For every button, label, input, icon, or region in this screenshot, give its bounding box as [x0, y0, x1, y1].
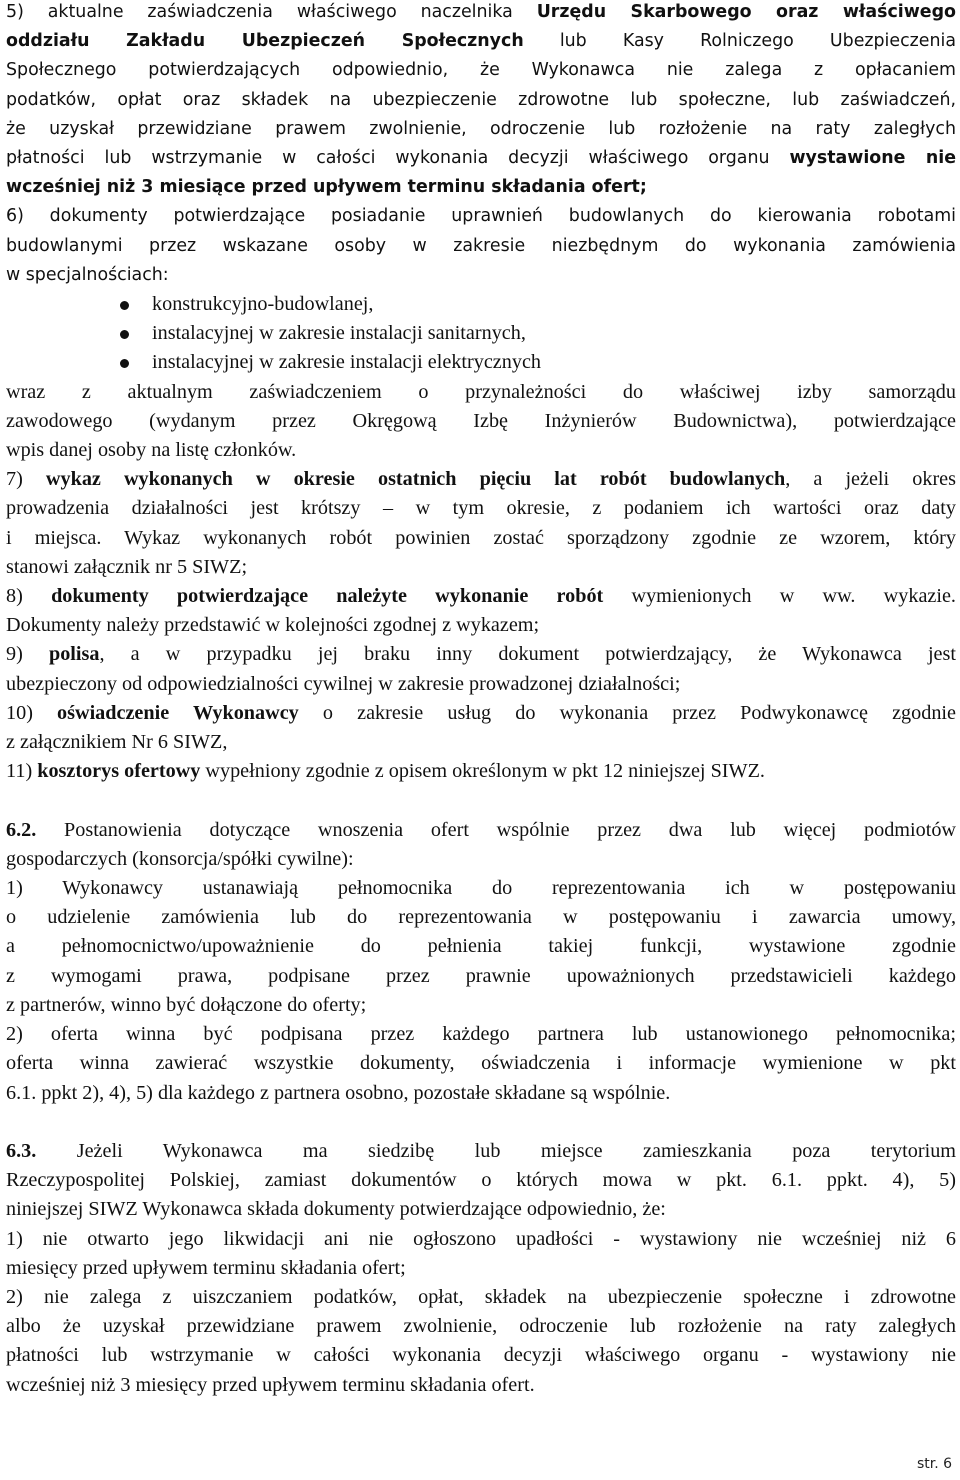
item-6-line-6: wpis danej osoby na listę członków. [6, 439, 297, 462]
item-11-paragraph [6, 757, 956, 786]
item-5-line-6: płatności lub wstrzymanie w całości wykonania decyzji właściwego organu wystawione nie [6, 148, 957, 169]
item-9-line-1: 9) polisa, a w przypadku jej braku inny dokument potwierdzający, że Wykonawca jest [6, 643, 956, 666]
document-body [6, 0, 956, 1400]
section-6-3-point-2 [6, 1283, 956, 1400]
section-number: 6.2. [6, 818, 37, 841]
item-8-line-2: Dokumenty należy przedstawić w kolejności zgodnej z wykazem; [6, 614, 540, 637]
item-6-continuation [6, 378, 956, 466]
item-6-line-4: wraz z aktualnym zaświadczeniem o przynależności do właściwej izby samorządu [6, 380, 956, 403]
item-6-paragraph [6, 202, 956, 290]
item-5-line-2: oddziału Zakładu Ubezpieczeń Społecznych lub Kasy Rolniczego Ubezpieczenia [6, 31, 956, 52]
text-line: z partnerów, winno być dołączone do oferty; [6, 993, 367, 1016]
specialty-item: instalacyjnej w zakresie instalacji elektrycznych [6, 348, 956, 377]
text-line: o udzielenie zamówienia lub do reprezentowania w postępowaniu i zawarcia umowy, [6, 906, 956, 929]
section-6-2-line-1: 6.2. Postanowienia dotyczące wnoszenia ofert wspólnie przez dwa lub więcej podmiotów [6, 818, 956, 841]
section-6-3-point-1 [6, 1225, 956, 1283]
text-line: z wymogami prawa, podpisane przez prawnie upoważnionych przedstawicieli każdego [6, 964, 956, 987]
text-line: oferta winna zawierać wszystkie dokumenty, oświadczenia i informacje wymienione w pkt [6, 1052, 956, 1075]
specialty-item: instalacyjnej w zakresie instalacji sanitarnych, [6, 319, 956, 348]
text-line: 6.1. ppkt 2), 4), 5) dla każdego z partnera osobno, pozostałe składane są wspólnie. [6, 1081, 671, 1104]
item-10-line-1: 10) oświadczenie Wykonawcy o zakresie usług do wykonania przez Podwykonawcę zgodnie [6, 701, 956, 724]
item-10-paragraph [6, 699, 956, 757]
section-6-3-heading [6, 1137, 956, 1225]
item-5-line-1: 5) aktualne zaświadczenia właściwego naczelnika Urzędu Skarbowego oraz właściwego [6, 2, 956, 22]
item-5-line-5: że uzyskał przewidziane prawem zwolnienie, odroczenie lub rozłożenie na raty zaległych [6, 118, 956, 139]
item-5-line-7: wcześniej niż 3 miesiące przed upływem terminu składania ofert; [6, 177, 647, 198]
text-line: 2) nie zalega z uiszczaniem podatków, opłat, składek na ubezpieczenie społeczne i zdrowotne [6, 1285, 956, 1308]
item-11-line-1: 11) kosztorys ofertowy wypełniony zgodnie z opisem określonym w pkt 12 niniejszej SIWZ. [6, 760, 765, 783]
section-6-3-line-3: niniejszej SIWZ Wykonawca składa dokumenty potwierdzające odpowiednio, że: [6, 1198, 666, 1221]
section-6-2-heading [6, 816, 956, 874]
item-9-line-2: ubezpieczony od odpowiedzialności cywilnej w zakresie prowadzonej działalności; [6, 672, 681, 695]
text-line: 1) nie otwarto jego likwidacji ani nie ogłoszono upadłości - wystawiony nie wcześniej niż 6 [6, 1227, 956, 1250]
text-line: albo że uzyskał przewidziane prawem zwolnienie, odroczenie lub rozłożenie na raty zaległych [6, 1315, 956, 1338]
section-6-3-line-2: Rzeczypospolitej Polskiej, zamiast dokumentów o których mowa w pkt. 6.1. ppkt. 4), 5) [6, 1169, 956, 1192]
section-number: 6.3. [6, 1139, 37, 1162]
item-7-line-4: stanowi załącznik nr 5 SIWZ; [6, 555, 248, 578]
specialty-item: konstrukcyjno-budowlanej, [6, 290, 956, 319]
section-6-2-point-2 [6, 1020, 956, 1108]
text-line: a pełnomocnictwo/upoważnienie do pełnienia takiej funkcji, wystawione zgodnie [6, 935, 956, 958]
text-line: miesięcy przed upływem terminu składania ofert; [6, 1256, 406, 1279]
section-6-2-line-2: gospodarczych (konsorcja/spółki cywilne): [6, 847, 354, 870]
item-7-paragraph [6, 465, 956, 582]
spacer [6, 1108, 956, 1137]
item-7-line-2: prowadzenia działalności jest krótszy – w tym okresie, z podaniem ich wartości oraz daty [6, 497, 956, 520]
item-6-line-1: 6) dokumenty potwierdzające posiadanie uprawnień budowlanych do kierowania robotami [6, 206, 956, 227]
item-5-line-4: podatków, opłat oraz składek na ubezpieczenie zdrowotne lub społeczne, lub zaświadczeń, [6, 89, 956, 110]
text-line: płatności lub wstrzymanie w całości wykonania decyzji właściwego organu - wystawiony nie [6, 1344, 956, 1367]
item-6-line-5: zawodowego (wydanym przez Okręgową Izbę Inżynierów Budownictwa), potwierdzające [6, 409, 956, 432]
text-line: 2) oferta winna być podpisana przez każdego partnera lub ustanowionego pełnomocnika; [6, 1023, 956, 1046]
item-5-line-3: Społecznego potwierdzających odpowiednio, że Wykonawca nie zalega z opłacaniem [6, 60, 956, 81]
specialties-list [6, 290, 956, 378]
text-line: wcześniej niż 3 miesięcy przed upływem terminu składania ofert. [6, 1373, 535, 1396]
item-7-line-3: i miejsca. Wykaz wykonanych robót powinien zostać sporządzony zgodnie ze wzorem, który [6, 526, 956, 549]
text-line: 1) Wykonawcy ustanawiają pełnomocnika do reprezentowania ich w postępowaniu [6, 877, 956, 900]
item-8-paragraph [6, 582, 956, 640]
item-6-line-2: budowlanymi przez wskazane osoby w zakresie niezbędnym do wykonania zamówienia [6, 235, 956, 256]
item-8-line-1: 8) dokumenty potwierdzające należyte wykonanie robót wymienionych w ww. wykazie. [6, 585, 956, 608]
page-number: str. 6 [916, 1456, 952, 1472]
item-9-paragraph [6, 640, 956, 698]
spacer [6, 786, 956, 815]
section-6-3-line-1: 6.3. Jeżeli Wykonawca ma siedzibę lub miejsce zamieszkania poza terytorium [6, 1139, 956, 1162]
item-10-line-2: z załącznikiem Nr 6 SIWZ, [6, 731, 228, 754]
section-6-2-point-1 [6, 874, 956, 1020]
item-7-line-1: 7) wykaz wykonanych w okresie ostatnich pięciu lat robót budowlanych, a jeżeli okres [6, 468, 956, 491]
item-6-line-3: w specjalnościach: [6, 264, 169, 285]
item-5-paragraph [6, 0, 956, 202]
